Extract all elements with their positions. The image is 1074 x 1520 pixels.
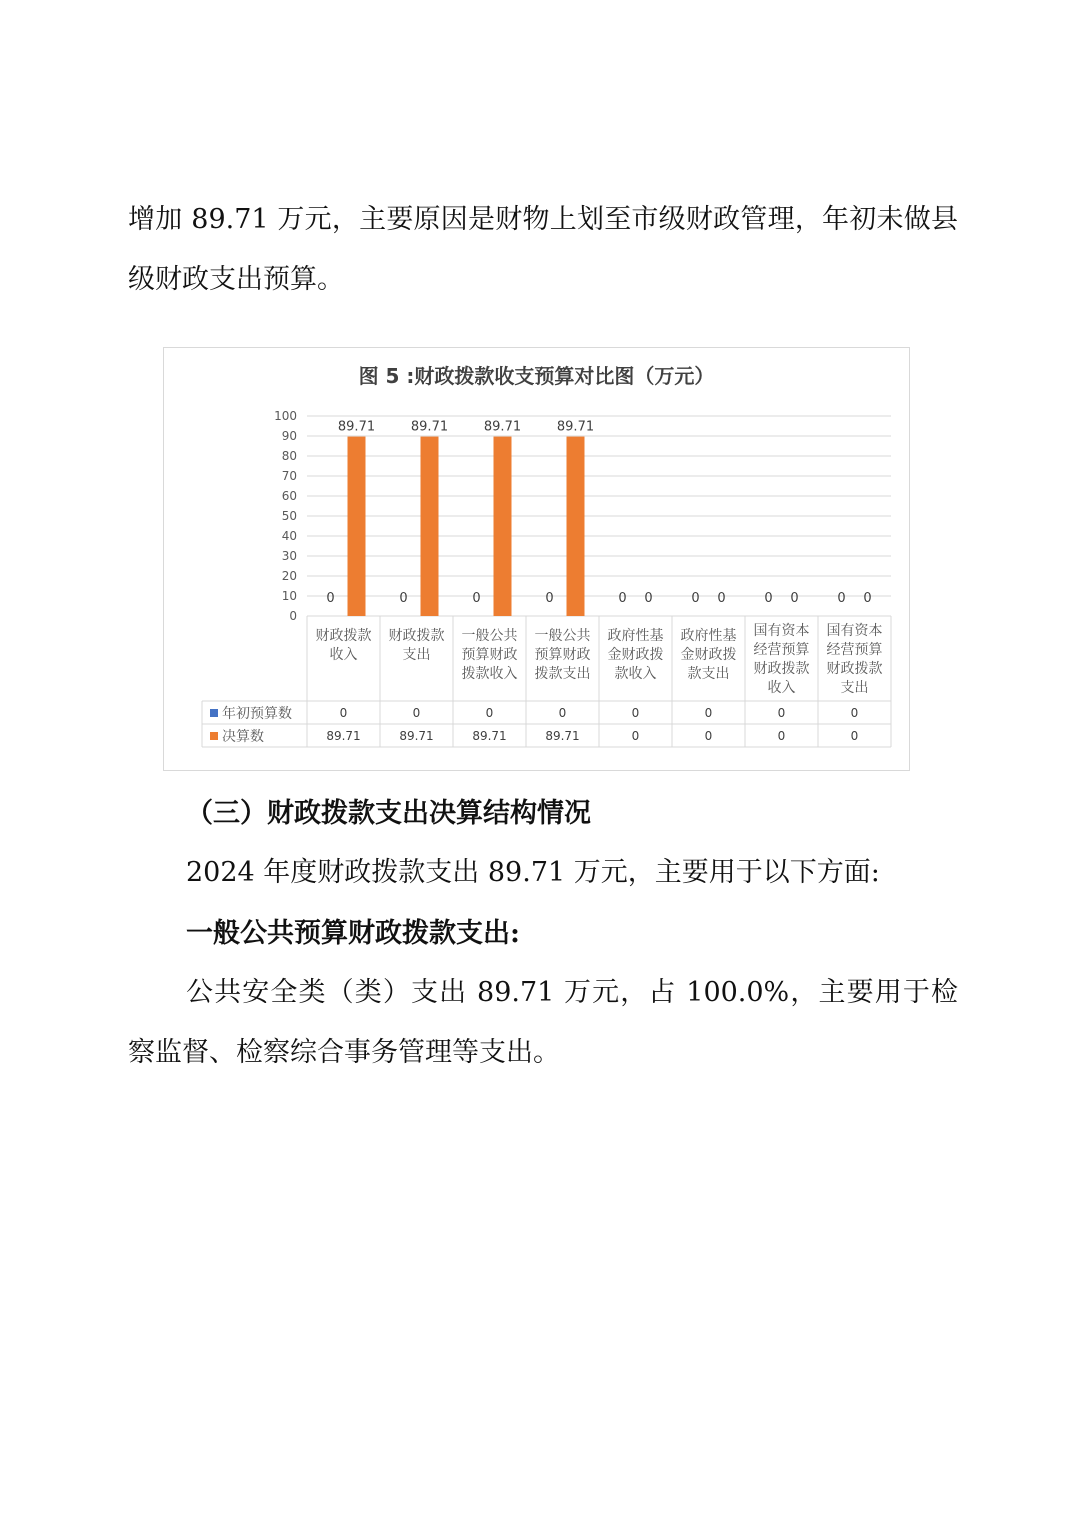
data-label: 0 (399, 591, 408, 606)
y-tick-label: 10 (281, 589, 297, 603)
category-label: 政府性基金财政拨款收入 (607, 628, 664, 682)
table-cell: 0 (850, 729, 859, 743)
data-label: 0 (790, 591, 799, 606)
legend-swatch (210, 732, 218, 740)
category-label: 国有资本经营预算财政拨款收入 (753, 623, 810, 696)
y-tick-label: 20 (281, 569, 297, 583)
category-label: 财政拨款收入 (315, 628, 372, 663)
category-label: 国有资本经营预算财政拨款支出 (826, 623, 883, 696)
data-label: 0 (837, 591, 846, 606)
category-label: 政府性基金财政拨款支出 (680, 628, 737, 682)
table-cell: 0 (777, 729, 786, 743)
bar (348, 437, 366, 616)
table-cell: 0 (631, 729, 640, 743)
table-cell: 89.71 (326, 729, 361, 743)
data-label: 89.71 (337, 419, 376, 435)
data-label: 0 (717, 591, 726, 606)
table-cell: 0 (704, 729, 713, 743)
y-tick-label: 50 (281, 509, 297, 523)
data-label: 0 (618, 591, 627, 606)
table-cell: 0 (412, 706, 421, 720)
category-label: 财政拨款支出 (388, 628, 445, 663)
y-tick-label: 90 (281, 429, 297, 443)
paragraph-intro: 增加 89.71 万元，主要原因是财物上划至市级财政管理，年初未做县级财政支出预算。 (128, 204, 958, 295)
data-label: 0 (326, 591, 335, 606)
paragraph-summary: 2024 年度财政拨款支出 89.71 万元，主要用于以下方面: (186, 857, 880, 888)
bar-chart (164, 348, 911, 772)
table-cell: 89.71 (472, 729, 507, 743)
legend-swatch (210, 709, 218, 717)
table-cell: 0 (339, 706, 348, 720)
legend-label: 年初预算数 (222, 706, 292, 722)
y-tick-label: 60 (281, 489, 297, 503)
y-tick-label: 70 (281, 469, 297, 483)
data-label: 89.71 (410, 419, 449, 435)
y-tick-label: 40 (281, 529, 297, 543)
table-cell: 0 (485, 706, 494, 720)
y-tick-label: 80 (281, 449, 297, 463)
data-label: 0 (863, 591, 872, 606)
table-cell: 0 (558, 706, 567, 720)
y-tick-label: 30 (281, 549, 297, 563)
data-label: 0 (472, 591, 481, 606)
bar (494, 437, 512, 616)
table-cell: 0 (631, 706, 640, 720)
table-cell: 89.71 (399, 729, 434, 743)
y-tick-label: 100 (274, 409, 297, 423)
data-label: 0 (764, 591, 773, 606)
table-cell: 0 (850, 706, 859, 720)
chart-frame (163, 347, 910, 771)
category-label: 一般公共预算财政拨款支出 (534, 628, 591, 682)
table-cell: 0 (704, 706, 713, 720)
data-label: 89.71 (483, 419, 522, 435)
paragraph-detail: 公共安全类（类）支出 89.71 万元，占 100.0%，主要用于检察监督、检察综合事务管理等支出。 (128, 977, 958, 1068)
bar (421, 437, 439, 616)
subsection-heading: 一般公共预算财政拨款支出: (186, 918, 520, 949)
data-label: 0 (644, 591, 653, 606)
section-heading: （三）财政拨款支出决算结构情况 (186, 798, 591, 829)
data-label: 89.71 (556, 419, 595, 435)
y-tick-label: 0 (289, 609, 297, 623)
table-cell: 89.71 (545, 729, 580, 743)
chart-title: 图 5 :财政拨款收支预算对比图（万元） (358, 364, 715, 388)
category-label: 一般公共预算财政拨款收入 (461, 628, 518, 682)
data-label: 0 (691, 591, 700, 606)
data-label: 0 (545, 591, 554, 606)
bar (567, 437, 585, 616)
legend-label: 决算数 (222, 729, 264, 745)
table-cell: 0 (777, 706, 786, 720)
